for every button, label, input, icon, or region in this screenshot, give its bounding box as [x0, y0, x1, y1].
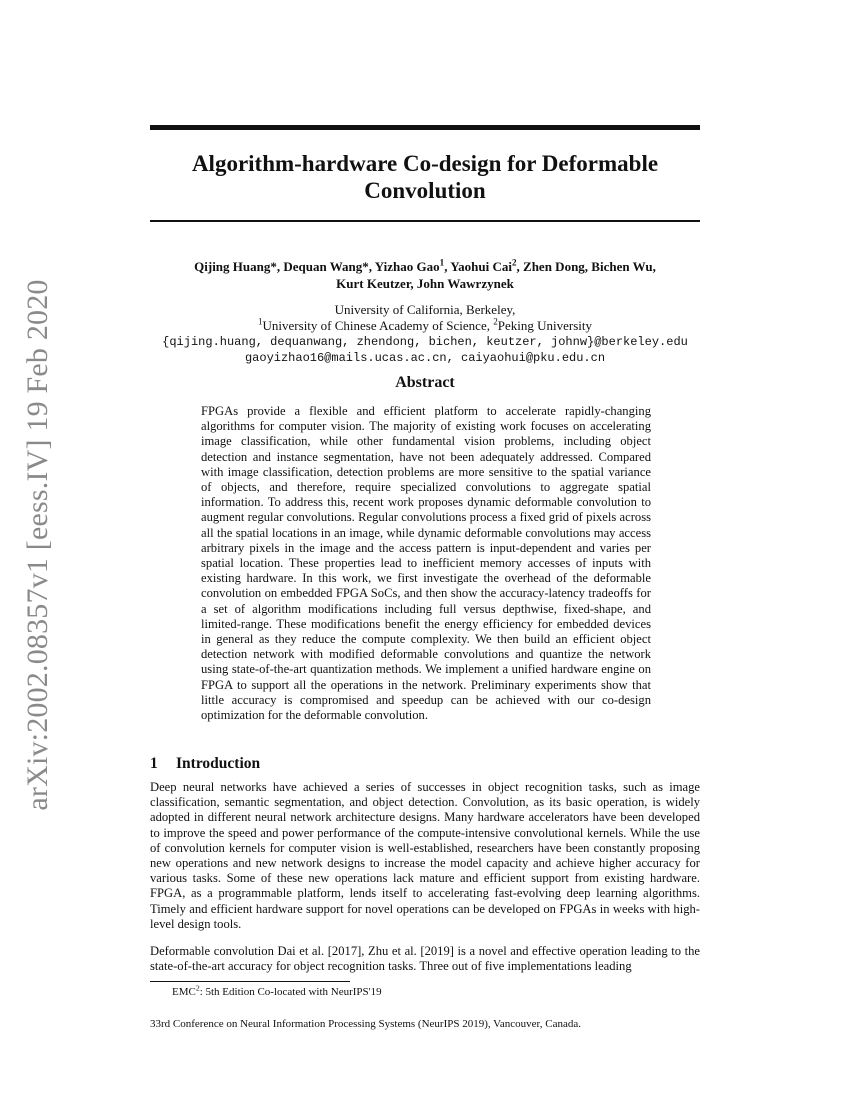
author-names-c: , Zhen Dong, Bichen Wu,: [516, 259, 656, 274]
author-names-b: , Yaohui Cai: [444, 259, 512, 274]
section-title: Introduction: [176, 755, 261, 772]
email-line-2: gaoyizhao16@mails.ucas.ac.cn, caiyaohui@pku.edu.cn: [244, 351, 606, 365]
author-names-a: Qijing Huang*, Dequan Wang*, Yizhao Gao: [194, 259, 440, 274]
author-affil-sup-1: 1: [439, 257, 445, 268]
affil-sup-2: 2: [493, 316, 498, 327]
section-heading-introduction: [150, 755, 260, 773]
abstract-heading: Abstract: [395, 374, 455, 391]
title-top-rule: [150, 125, 700, 130]
section-number: 1: [150, 755, 158, 772]
affiliation-line-2: [150, 318, 700, 334]
affil-sup-1: 1: [257, 316, 263, 327]
author-line-2: Kurt Keutzer, John Wawrzynek: [336, 276, 514, 291]
intro-paragraph-1: Deep neural networks have achieved a series of successes in object recognition tasks, such as image classification, semantic segmentation, and object detection. Convolution, as its basic operation, is widely adopted in different neural network architecture designs. Many hardware accelerators have been developed to improve the speed and power performance of the compute-intensive convolutional kernels. While the use of convolution kernels for computer vision is well-established, researchers have been constantly proposing new operations and new network designs to increase the model capacity and achieve higher accuracy for various tasks. Some of these new operations lack mature and efficient support from existing hardware. FPGA, as a programmable platform, lends itself to accelerating fast-evolving deep learning algorithms. Timely and efficient hardware support for novel operations can be developed on FPGAs in weeks with high-level design tools.: [150, 780, 700, 931]
affiliations: [150, 302, 700, 366]
footnote-rule: [150, 981, 350, 982]
paper-title: [150, 150, 700, 204]
footnote: [172, 985, 382, 999]
footnote-emc: EMC: [172, 986, 196, 998]
abstract-body: FPGAs provide a flexible and efficient platform to accelerate rapidly-changing algorithms for computer vision. The majority of existing work focuses on accelerating image classification, while other fundamental vision problems, including object detection and instance segmentation, have not been adequately addressed. Compared with image classification, detection problems are more sensitive to the spatial variance of objects, and therefore, require specialized convolutions to aggregate spatial information. To address this, recent work proposes dynamic deformable convolution to augment regular convolutions. Regular convolutions process a fixed grid of pixels across all the spatial locations in an image, while dynamic deformable convolutions may access arbitrary pixels in the image and the access pattern is input-dependent and varies per spatial location. These properties lead to inefficient memory accesses of inputs with existing hardware. In this work, we first investigate the overhead of the deformable convolution on embedded FPGA SoCs, and then show the accuracy-latency tradeoffs for a set of algorithm modifications including full versus depthwise, fixed-shape, and limited-range. These modifications benefit the energy efficiency for embedded devices in general as they reduce the compute complexity. We then build an efficient object detection network with modified deformable convolutions and quantize the network using state-of-the-art quantization methods. We implement a unified hardware engine on FPGA to support all the operations in the network. Preliminary experiments show that little accuracy is compromised and speedup can be achieved with our co-design optimization for the deformable convolution.: [201, 404, 651, 723]
author-list: [150, 258, 700, 292]
arxiv-id-text: arXiv:2002.08357v1 [eess.IV] 19 Feb 2020: [21, 279, 54, 811]
title-bottom-rule: [150, 220, 700, 222]
footnote-text: : 5th Edition Co-located with NeurIPS'19: [199, 986, 382, 998]
author-affil-sup-2: 2: [511, 257, 517, 268]
arxiv-identifier: [0, 0, 60, 1100]
affil-pku: Peking University: [497, 318, 593, 333]
intro-paragraph-2: Deformable convolution Dai et al. [2017], Zhu et al. [2019] is a novel and effective operation leading to the state-of-the-art accuracy for object recognition tasks. Three out of five implementations leading: [150, 944, 700, 974]
footnote-sup: 2: [195, 983, 200, 993]
author-line-1: [150, 258, 700, 275]
email-line-1: {qijing.huang, dequanwang, zhendong, bichen, keutzer, johnw}@berkeley.edu: [162, 335, 688, 349]
conference-note: 33rd Conference on Neural Information Processing Systems (NeurIPS 2019), Vancouver, Canada.: [150, 1018, 582, 1030]
affil-ucas: University of Chinese Academy of Science,: [262, 318, 494, 333]
affiliation-line-1: University of California, Berkeley,: [334, 302, 516, 317]
title-line-2: Convolution: [364, 178, 486, 203]
title-line-1: Algorithm-hardware Co-design for Deformable: [191, 151, 659, 176]
